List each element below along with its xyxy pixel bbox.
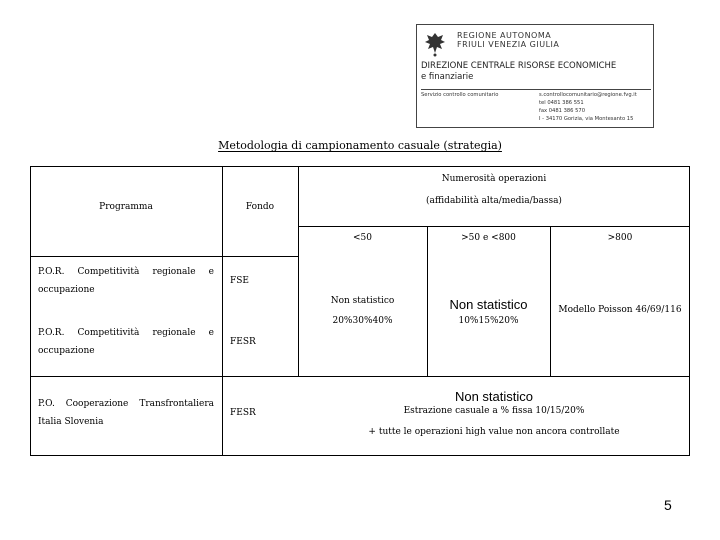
logo-contact-line: fax 0481 386 570 [539, 108, 586, 114]
header-fondo: Fondo [245, 202, 275, 212]
row2-programma-line1: P.O.R. Competitività regionale e [38, 328, 214, 338]
row2-fondo: FESR [230, 337, 256, 347]
logo-separator [421, 89, 651, 90]
logo-org-line1: REGIONE AUTONOMA [457, 31, 552, 40]
row3-programma-line1: P.O. Cooperazione Transfrontaliera [38, 399, 214, 409]
eagle-emblem-icon [423, 31, 447, 57]
page-number: 5 [664, 497, 672, 513]
table-divider [550, 226, 551, 376]
row2-programma-line2: occupazione [38, 346, 95, 356]
logo-direction-line2: e finanziarie [421, 72, 474, 82]
header-numerosita-line2: (affidabilità alta/media/bassa) [426, 196, 562, 206]
table-divider [298, 226, 690, 227]
row3-fondo: FESR [230, 408, 256, 418]
header-col-gt800: >800 [607, 233, 633, 243]
row1-fondo: FSE [230, 276, 249, 286]
mid-rates: 10%15%20% [458, 316, 519, 326]
row1-programma-line2: occupazione [38, 285, 95, 295]
row3-extraction: Estrazione casuale a % fissa 10/15/20% [403, 406, 585, 416]
header-col-50-800: >50 e <800 [461, 233, 516, 243]
gt800-method: Modello Poisson 46/69/116 [558, 305, 682, 315]
row3-high-value-note: + tutte le operazioni high value non ancora controllate [368, 427, 620, 437]
header-numerosita-line1: Numerosità operazioni [441, 174, 547, 184]
table-divider [30, 256, 298, 257]
row3-programma-line2: Italia Slovenia [38, 417, 104, 427]
logo-service: Servizio controllo comunitario [421, 92, 499, 98]
logo-org-line2: FRIULI VENEZIA GIULIA [457, 40, 560, 49]
logo-direction-line1: DIREZIONE CENTRALE RISORSE ECONOMICHE [421, 61, 617, 71]
logo-contact-line: tel 0481 386 551 [539, 100, 584, 106]
logo-email: s.controllocomunitario@regione.fvg.it [539, 92, 637, 98]
header-logo-box [416, 24, 654, 128]
row3-method: Non statistico [454, 389, 534, 404]
lt50-method: Non statistico [330, 296, 395, 306]
logo-contact-line: I - 34170 Gorizia, via Montesanto 15 [539, 116, 634, 122]
page-title: Metodologia di campionamento casuale (strategia) [218, 139, 502, 152]
mid-method: Non statistico [449, 297, 528, 312]
header-col-lt50: <50 [353, 233, 372, 243]
lt50-rates: 20%30%40% [332, 316, 393, 326]
table-divider [30, 376, 690, 377]
header-programma: Programma [99, 202, 153, 212]
row1-programma-line1: P.O.R. Competitività regionale e [38, 267, 214, 277]
